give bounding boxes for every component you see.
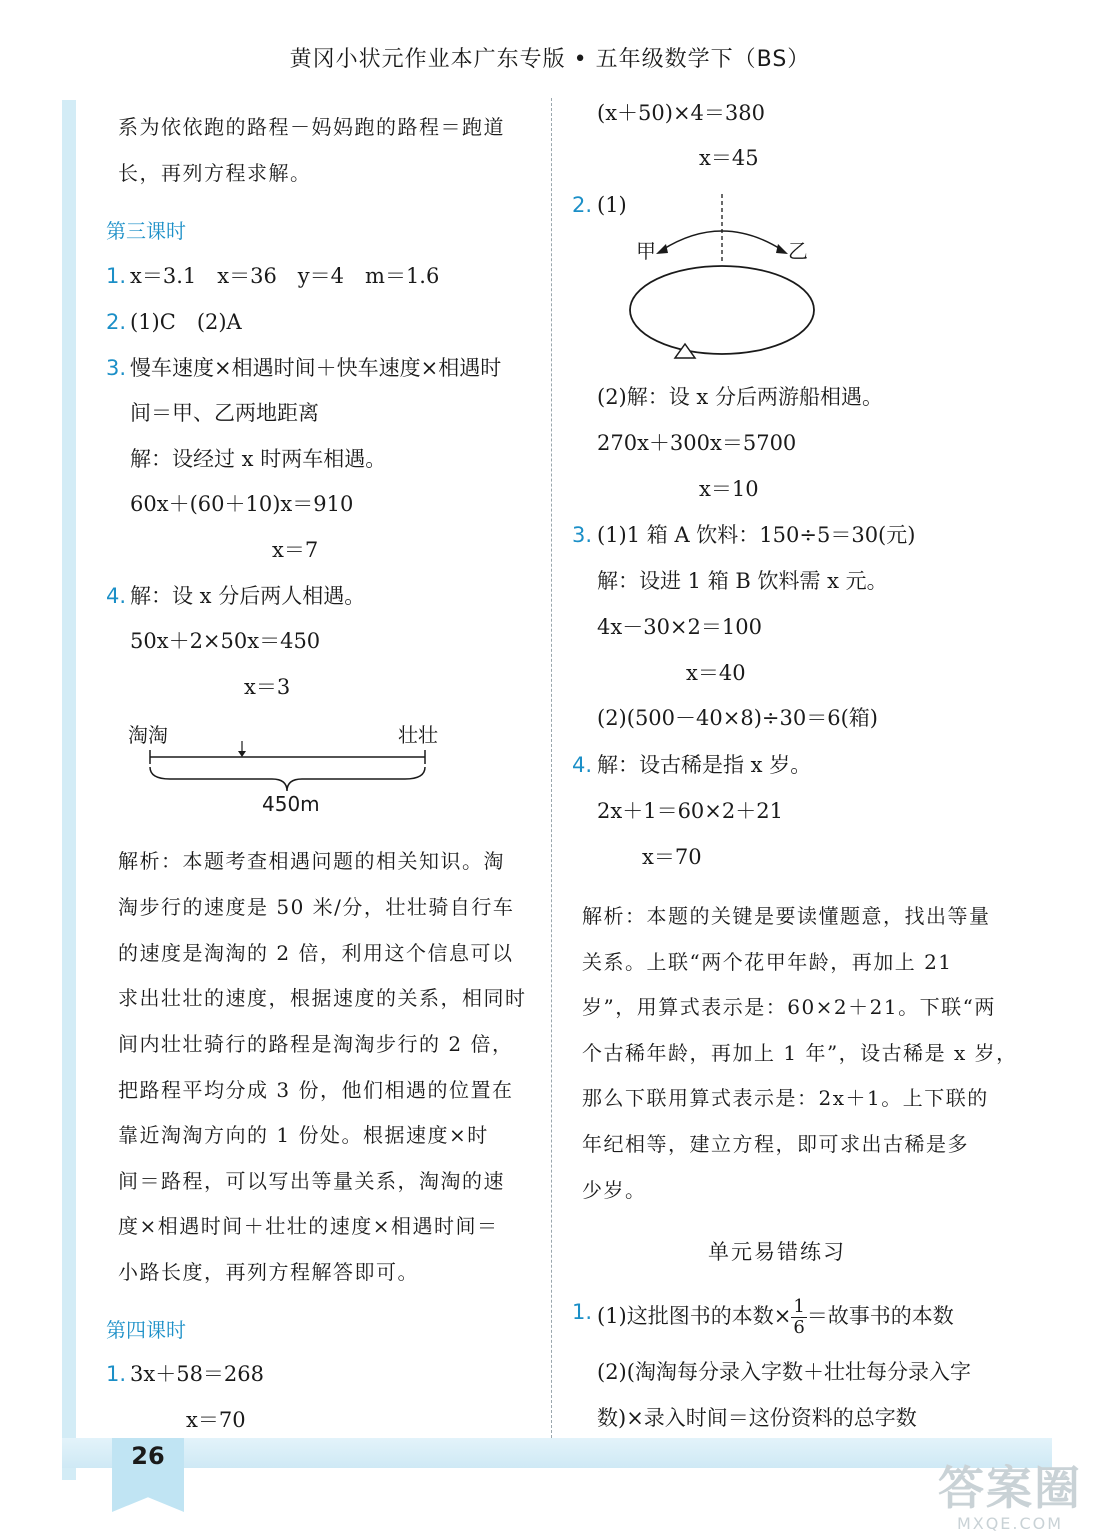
page-header: 黄冈小状元作业本广东专版 • 五年级数学下（BS） — [289, 47, 811, 72]
l3-q4-number: 4. — [106, 584, 127, 608]
r-top-line-2: x＝45 — [699, 146, 759, 170]
l3-q3-number: 3. — [106, 356, 127, 380]
l3-analysis-line-8: 间＝路程，可以写出等量关系，淘淘的速 — [118, 1169, 505, 1193]
l3-analysis-line-3: 的速度是淘淘的 2 倍，利用这个信息可以 — [118, 941, 514, 965]
intro-line-2: 长，再列方程求解。 — [118, 161, 312, 185]
l3-analysis-line-6: 把路程平均分成 3 份，他们相遇的位置在 — [118, 1078, 514, 1102]
r-q3-line-5: (2)(500－40×8)÷30＝6(箱) — [597, 706, 878, 730]
label-zhuangzhuang: 壮壮 — [398, 723, 438, 747]
l3-q3-line-3: 解：设经过 x 时两车相遇。 — [130, 447, 387, 471]
side-band — [62, 100, 76, 1480]
r-analysis-line-7: 少岁。 — [582, 1178, 647, 1202]
unit-q1-part1-after: ＝故事书的本数 — [806, 1304, 954, 1328]
r-analysis-line-3: 岁”，用算式表示是：60×2＋21。下联“两 — [582, 995, 996, 1019]
l3-analysis-line-10: 小路长度，再列方程解答即可。 — [118, 1260, 419, 1284]
l3-q1-number: 1. — [106, 264, 127, 288]
l4-q1-line-2: x＝70 — [186, 1408, 246, 1432]
unit-q1-part2-line-1: (2)(淘淘每分录入字数＋壮壮每分录入字 — [597, 1360, 971, 1384]
r-q2-part1: (1) — [597, 193, 627, 217]
r-q3-line-4: x＝40 — [686, 661, 746, 685]
arrow-right-icon — [776, 244, 788, 254]
l3-q3-line-1: 慢车速度×相遇时间＋快车速度×相遇时 — [130, 356, 502, 380]
l4-q1-line-1: 3x＋58＝268 — [130, 1362, 265, 1386]
fraction-numerator: 1 — [793, 1296, 805, 1317]
r-analysis-line-6: 年纪相等，建立方程，即可求出古稀是多 — [582, 1132, 969, 1156]
lesson3-title: 第三课时 — [106, 219, 186, 243]
unit-review-title: 单元易错练习 — [708, 1240, 846, 1264]
l3-q3-line-2: 间＝甲、乙两地距离 — [130, 401, 319, 425]
r-analysis-line-5: 那么下联用算式表示是：2x＋1。上下联的 — [582, 1086, 989, 1110]
travel-arc — [662, 231, 782, 250]
boat-b-label: 乙 — [788, 239, 808, 263]
l3-q4-line-1: 解：设 x 分后两人相遇。 — [130, 584, 366, 608]
r-q4-line-3: x＝70 — [642, 845, 702, 869]
l3-q4-line-3: x＝3 — [244, 675, 291, 699]
l4-q1-number: 1. — [106, 1362, 127, 1386]
meeting-arrow-icon — [238, 751, 246, 757]
r-analysis-line-1: 解析：本题的关键是要读懂题意，找出等量 — [582, 904, 991, 928]
r-q2-line-1: (2)解：设 x 分后两游船相遇。 — [597, 385, 883, 409]
r-top-line-1: (x＋50)×4＝380 — [597, 101, 765, 125]
page-number: 26 — [131, 1442, 165, 1470]
r-q3-line-3: 4x－30×2＝100 — [597, 615, 762, 639]
distance-brace — [150, 767, 425, 791]
watermark-sub: MXQE.COM — [956, 1514, 1064, 1533]
intro-line-1: 系为依依跑的路程－妈妈跑的路程＝跑道 — [118, 115, 505, 139]
bottom-band — [62, 1438, 1052, 1468]
r-analysis-line-2: 关系。上联“两个花甲年龄，再加上 21 — [582, 950, 953, 974]
boat-a-label: 甲 — [636, 239, 656, 263]
label-taotao: 淘淘 — [128, 723, 168, 747]
l3-analysis-line-4: 求出壮壮的速度，根据速度的关系，相同时 — [118, 986, 527, 1010]
fraction-one-sixth — [791, 1297, 806, 1338]
watermark-main: 答案圈 — [938, 1461, 1082, 1515]
l3-q3-line-5: x＝7 — [272, 538, 319, 562]
r-analysis-line-4: 个古稀年龄，再加上 1 年”，设古稀是 x 岁， — [582, 1041, 1018, 1065]
l3-analysis-line-2: 淘步行的速度是 50 米/分，壮壮骑自行车 — [118, 895, 515, 919]
l3-analysis-line-1: 解析：本题考查相遇问题的相关知识。淘 — [118, 849, 505, 873]
lake-ellipse — [630, 266, 814, 354]
column-divider — [551, 98, 552, 1438]
arrow-left-icon — [656, 244, 668, 254]
l3-q2-number: 2. — [106, 310, 127, 334]
unit-q1-part1 — [597, 1297, 954, 1338]
distance-label: 450m — [262, 792, 320, 816]
l3-analysis-line-5: 间内壮壮骑行的路程是淘淘步行的 2 倍， — [118, 1032, 514, 1056]
lesson4-title: 第四课时 — [106, 1318, 186, 1342]
r-q3-number: 3. — [572, 523, 593, 547]
l3-q4-line-2: 50x＋2×50x＝450 — [130, 629, 321, 653]
r-q2-number: 2. — [572, 193, 593, 217]
l3-analysis-line-9: 度×相遇时间＋壮壮的速度×相遇时间＝ — [118, 1214, 499, 1238]
l3-analysis-line-7: 靠近淘淘方向的 1 份处。根据速度×时 — [118, 1123, 489, 1147]
fraction-denominator: 6 — [793, 1317, 805, 1338]
r-q4-line-2: 2x＋1＝60×2＋21 — [597, 799, 783, 823]
r-q4-line-1: 解：设古稀是指 x 岁。 — [597, 753, 812, 777]
watermark-logo — [930, 1462, 1090, 1533]
segment-diagram — [120, 715, 460, 820]
r-q3-line-2: 解：设进 1 箱 B 饮料需 x 元。 — [597, 569, 888, 593]
r-q4-number: 4. — [572, 753, 593, 777]
unit-q1-part1-before: (1)这批图书的本数× — [597, 1304, 792, 1328]
r-q2-line-3: x＝10 — [699, 477, 759, 501]
lake-diagram — [620, 192, 830, 364]
unit-q1-number: 1. — [572, 1300, 593, 1324]
r-q3-line-1: (1)1 箱 A 饮料：150÷5＝30(元) — [597, 523, 916, 547]
unit-q1-part2-line-2: 数)×录入时间＝这份资料的总字数 — [597, 1406, 917, 1430]
l3-q1-answer: x＝3.1 x＝36 y＝4 m＝1.6 — [130, 264, 440, 288]
r-q2-line-2: 270x＋300x＝5700 — [597, 431, 797, 455]
l3-q2-answer: (1)C (2)A — [130, 310, 242, 334]
l3-q3-line-4: 60x＋(60＋10)x＝910 — [130, 492, 354, 516]
